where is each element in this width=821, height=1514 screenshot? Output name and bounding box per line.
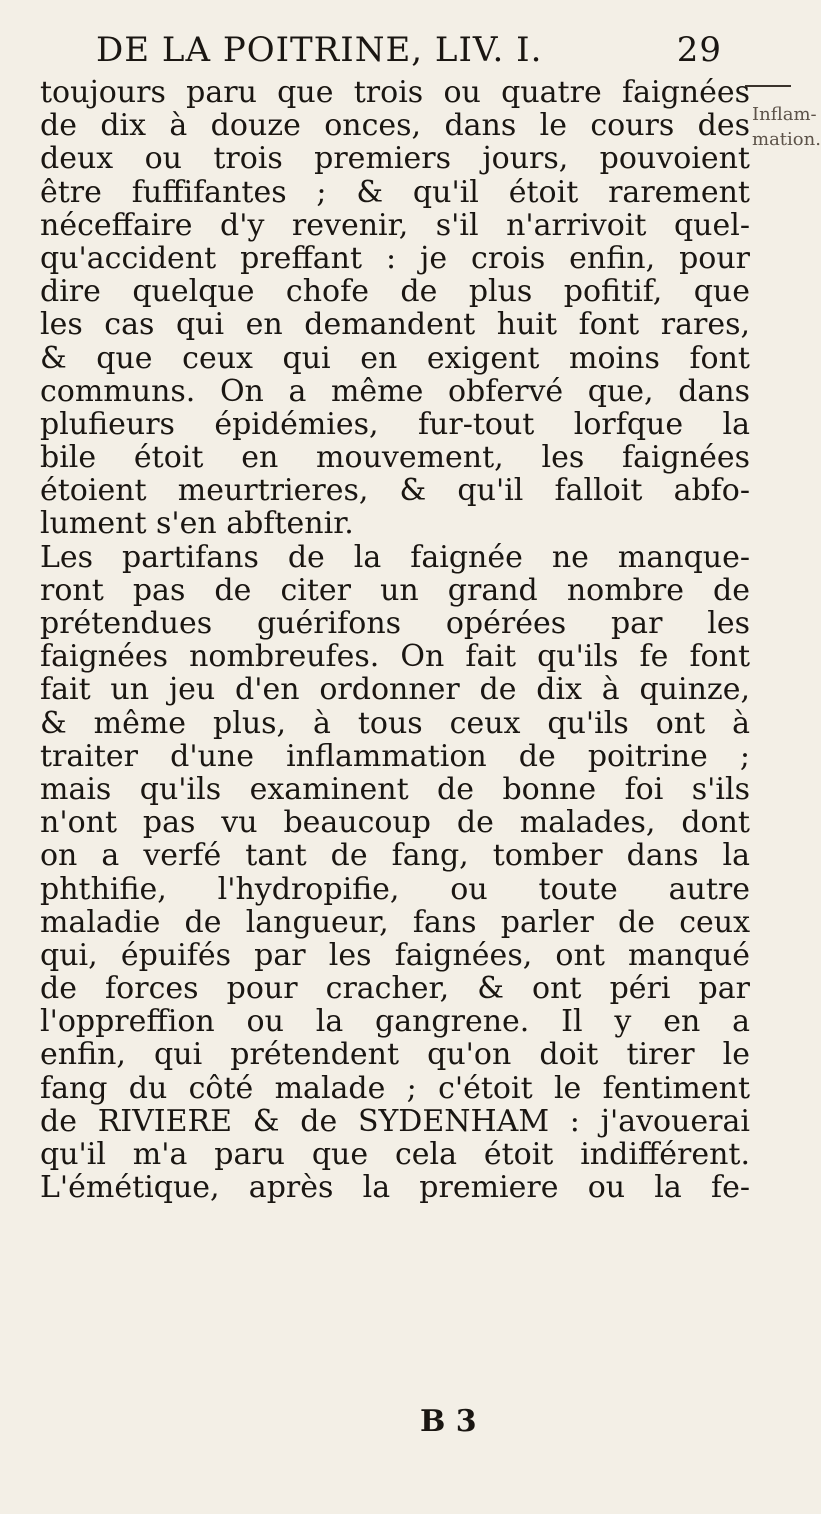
text-line: de RIVIERE & de SYDENHAM : j'avouerai xyxy=(40,1103,750,1139)
text-line: on a verfé tant de fang, tomber dans la xyxy=(40,838,750,874)
text-line: maladie de langueur, fans parler de ceux xyxy=(40,904,750,940)
text-line: de forces pour cracher, & ont péri par xyxy=(40,971,750,1007)
text-line: de dix à douze onces, dans le cours des xyxy=(40,108,750,144)
text-line: phthifie, l'hydropifie, ou toute autre xyxy=(40,871,750,907)
text-line: L'émétique, après la premiere ou la fe- xyxy=(40,1170,750,1206)
text-line: prétendues guérifons opérées par les xyxy=(40,606,750,641)
text-line: ront pas de citer un grand nombre de xyxy=(40,572,750,608)
text-line: mais qu'ils examinent de bonne foi s'ils xyxy=(40,771,750,807)
text-line: qu'accident preffant : je crois enfin, pour xyxy=(40,240,750,276)
page-number: 29 xyxy=(676,30,722,70)
margin-note-line: mation. xyxy=(752,129,821,150)
text-line: l'oppreffion ou la gangrene. Il y en a xyxy=(40,1004,750,1040)
signature-mark: B 3 xyxy=(420,1404,477,1439)
text-line: qu'il m'a paru que cela étoit indifférent. xyxy=(40,1137,750,1172)
margin-note xyxy=(752,102,821,152)
text-line: fang du côté malade ; c'étoit le fentiment xyxy=(40,1070,750,1106)
margin-note-line: Inflam- xyxy=(752,104,817,125)
text-line: enfin, qui prétendent qu'on doit tirer le xyxy=(40,1037,750,1073)
text-line: plufieurs épidémies, fur-tout lorfque la xyxy=(40,406,750,442)
text-line: Les partifans de la faignée ne manque- xyxy=(40,539,750,575)
text-line: qui, épuifés par les faignées, ont manqué xyxy=(40,937,750,973)
text-line: & que ceux qui en exigent moins font xyxy=(40,340,750,376)
text-line: bile étoit en mouvement, les faignées xyxy=(40,440,750,476)
margin-rule xyxy=(745,85,791,87)
text-line: lument s'en abftenir. xyxy=(40,506,354,542)
text-line: deux ou trois premiers jours, pouvoient xyxy=(40,141,750,177)
text-line: les cas qui en demandent huit font rares, xyxy=(40,307,750,343)
text-line: traiter d'une inflammation de poitrine ; xyxy=(40,738,750,774)
running-header xyxy=(96,30,726,70)
text-line: communs. On a même obfervé que, dans xyxy=(40,373,750,409)
text-line: étoient meurtrieres, & qu'il falloit abfo- xyxy=(40,473,750,509)
text-line: fait un jeu d'en ordonner de dix à quinze, xyxy=(40,672,750,708)
text-line: n'ont pas vu beaucoup de malades, dont xyxy=(40,805,750,841)
text-line: toujours paru que trois ou quatre faignées xyxy=(40,75,750,110)
text-line: faignées nombreufes. On fait qu'ils fe font xyxy=(40,639,750,675)
text-line: dire quelque chofe de plus pofitif, que xyxy=(40,274,750,310)
text-line: néceffaire d'y revenir, s'il n'arrivoit quel- xyxy=(40,207,750,243)
text-line: & même plus, à tous ceux qu'ils ont à xyxy=(40,705,750,741)
text-line: être fuffifantes ; & qu'il étoit rarement xyxy=(40,174,750,210)
body-text xyxy=(40,76,750,1204)
running-title: DE LA POITRINE, LIV. I. xyxy=(96,30,543,70)
